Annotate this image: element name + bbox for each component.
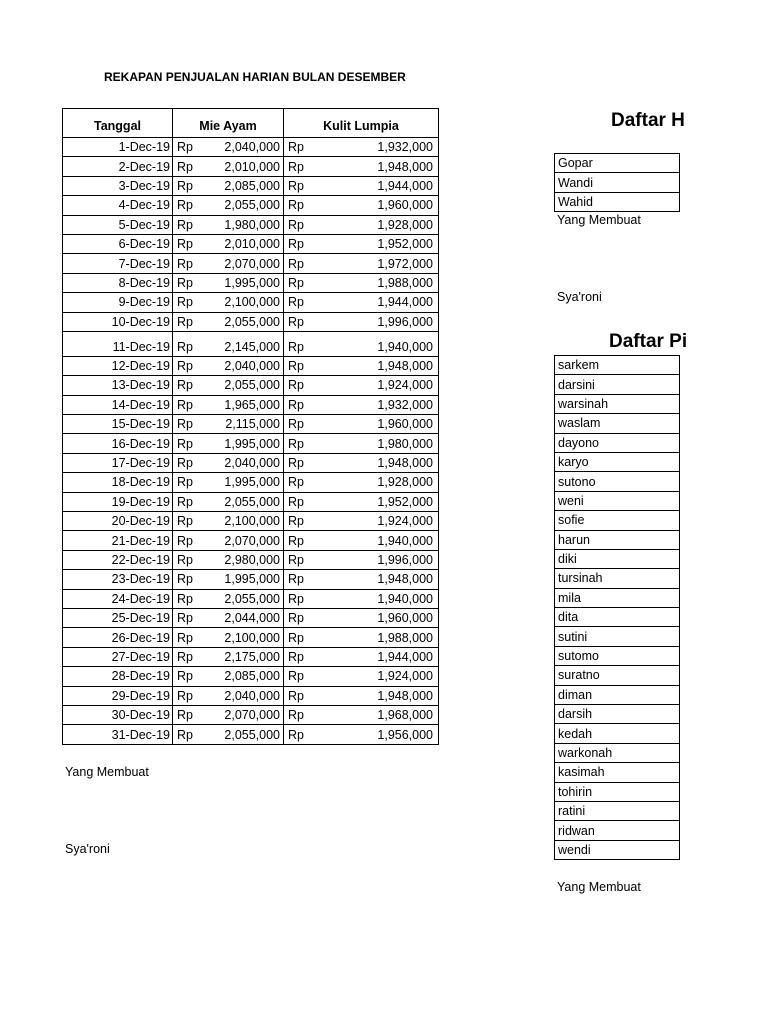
kulit-value-cell: 1,952,000 bbox=[333, 492, 439, 511]
mie-value-cell: 2,145,000 bbox=[220, 331, 284, 356]
mie-value-cell: 2,055,000 bbox=[220, 589, 284, 608]
mie-currency-cell: Rp bbox=[173, 647, 221, 666]
kulit-value-cell: 1,996,000 bbox=[333, 550, 439, 569]
date-cell: 1-Dec-19 bbox=[63, 138, 173, 157]
list-item bbox=[555, 530, 680, 549]
table-row bbox=[63, 138, 439, 157]
table-row bbox=[63, 273, 439, 292]
table-row bbox=[63, 550, 439, 569]
kulit-value-cell: 1,924,000 bbox=[333, 667, 439, 686]
mie-value-cell: 2,980,000 bbox=[220, 550, 284, 569]
kulit-currency-cell: Rp bbox=[284, 138, 334, 157]
mie-value-cell: 2,085,000 bbox=[220, 667, 284, 686]
name-cell: Gopar bbox=[555, 154, 680, 173]
mie-value-cell: 1,995,000 bbox=[220, 570, 284, 589]
list-item bbox=[555, 588, 680, 607]
kulit-value-cell: 1,996,000 bbox=[333, 312, 439, 331]
mie-value-cell: 2,100,000 bbox=[220, 512, 284, 531]
list-item bbox=[555, 549, 680, 568]
mie-value-cell: 2,100,000 bbox=[220, 628, 284, 647]
name-cell: Wahid bbox=[555, 192, 680, 211]
list-item bbox=[555, 414, 680, 433]
mie-value-cell: 2,085,000 bbox=[220, 176, 284, 195]
mie-currency-cell: Rp bbox=[173, 453, 221, 472]
date-cell: 16-Dec-19 bbox=[63, 434, 173, 453]
kulit-currency-cell: Rp bbox=[284, 608, 334, 627]
kulit-currency-cell: Rp bbox=[284, 415, 334, 434]
list-item bbox=[555, 472, 680, 491]
mie-currency-cell: Rp bbox=[173, 157, 221, 176]
kulit-currency-cell: Rp bbox=[284, 331, 334, 356]
date-cell: 6-Dec-19 bbox=[63, 234, 173, 253]
name-cell: darsih bbox=[555, 705, 680, 724]
name-cell: sutono bbox=[555, 472, 680, 491]
kulit-currency-cell: Rp bbox=[284, 273, 334, 292]
table-row bbox=[63, 473, 439, 492]
name-cell: ratini bbox=[555, 801, 680, 820]
name-cell: tohirin bbox=[555, 782, 680, 801]
name-cell: kasimah bbox=[555, 763, 680, 782]
mie-value-cell: 2,040,000 bbox=[220, 356, 284, 375]
mie-currency-cell: Rp bbox=[173, 273, 221, 292]
mie-currency-cell: Rp bbox=[173, 356, 221, 375]
mie-value-cell: 2,100,000 bbox=[220, 293, 284, 312]
table-row bbox=[63, 312, 439, 331]
mie-value-cell: 1,995,000 bbox=[220, 273, 284, 292]
table-row bbox=[63, 215, 439, 234]
kulit-currency-cell: Rp bbox=[284, 196, 334, 215]
date-cell: 29-Dec-19 bbox=[63, 686, 173, 705]
name-cell: warkonah bbox=[555, 743, 680, 762]
date-cell: 19-Dec-19 bbox=[63, 492, 173, 511]
kulit-currency-cell: Rp bbox=[284, 725, 334, 744]
table-row bbox=[63, 293, 439, 312]
kulit-value-cell: 1,972,000 bbox=[333, 254, 439, 273]
header-mie-ayam: Mie Ayam bbox=[173, 109, 284, 138]
kulit-currency-cell: Rp bbox=[284, 705, 334, 724]
table-row bbox=[63, 434, 439, 453]
date-cell: 24-Dec-19 bbox=[63, 589, 173, 608]
kulit-value-cell: 1,924,000 bbox=[333, 376, 439, 395]
mie-value-cell: 2,044,000 bbox=[220, 608, 284, 627]
name-cell: kedah bbox=[555, 724, 680, 743]
name-cell: wendi bbox=[555, 840, 680, 859]
table-row bbox=[63, 686, 439, 705]
date-cell: 27-Dec-19 bbox=[63, 647, 173, 666]
table-row bbox=[63, 608, 439, 627]
mie-value-cell: 2,055,000 bbox=[220, 725, 284, 744]
date-cell: 2-Dec-19 bbox=[63, 157, 173, 176]
kulit-value-cell: 1,944,000 bbox=[333, 176, 439, 195]
mie-value-cell: 2,010,000 bbox=[220, 234, 284, 253]
mie-currency-cell: Rp bbox=[173, 492, 221, 511]
list-item bbox=[555, 569, 680, 588]
date-cell: 26-Dec-19 bbox=[63, 628, 173, 647]
mie-value-cell: 1,995,000 bbox=[220, 473, 284, 492]
mie-value-cell: 2,010,000 bbox=[220, 157, 284, 176]
date-cell: 30-Dec-19 bbox=[63, 705, 173, 724]
name-cell: dita bbox=[555, 608, 680, 627]
kulit-value-cell: 1,952,000 bbox=[333, 234, 439, 253]
kulit-value-cell: 1,960,000 bbox=[333, 196, 439, 215]
name-cell: ridwan bbox=[555, 821, 680, 840]
mie-value-cell: 2,070,000 bbox=[220, 705, 284, 724]
table-row bbox=[63, 492, 439, 511]
mie-value-cell: 2,040,000 bbox=[220, 138, 284, 157]
date-cell: 4-Dec-19 bbox=[63, 196, 173, 215]
kulit-currency-cell: Rp bbox=[284, 376, 334, 395]
mie-currency-cell: Rp bbox=[173, 293, 221, 312]
mie-currency-cell: Rp bbox=[173, 570, 221, 589]
mie-value-cell: 2,115,000 bbox=[220, 415, 284, 434]
table-row bbox=[63, 176, 439, 195]
mie-currency-cell: Rp bbox=[173, 628, 221, 647]
table-row bbox=[63, 157, 439, 176]
sales-table bbox=[62, 108, 439, 745]
date-cell: 10-Dec-19 bbox=[63, 312, 173, 331]
kulit-currency-cell: Rp bbox=[284, 570, 334, 589]
kulit-currency-cell: Rp bbox=[284, 312, 334, 331]
table-row bbox=[63, 356, 439, 375]
list1-table bbox=[554, 153, 680, 212]
list-item bbox=[555, 154, 680, 173]
date-cell: 8-Dec-19 bbox=[63, 273, 173, 292]
table-row bbox=[63, 196, 439, 215]
mie-value-cell: 2,055,000 bbox=[220, 492, 284, 511]
name-cell: diki bbox=[555, 549, 680, 568]
list-item bbox=[555, 356, 680, 375]
date-cell: 3-Dec-19 bbox=[63, 176, 173, 195]
date-cell: 18-Dec-19 bbox=[63, 473, 173, 492]
mie-currency-cell: Rp bbox=[173, 176, 221, 195]
date-cell: 7-Dec-19 bbox=[63, 254, 173, 273]
table-row bbox=[63, 395, 439, 414]
mie-currency-cell: Rp bbox=[173, 254, 221, 273]
kulit-value-cell: 1,988,000 bbox=[333, 628, 439, 647]
kulit-currency-cell: Rp bbox=[284, 356, 334, 375]
mie-value-cell: 2,055,000 bbox=[220, 196, 284, 215]
kulit-currency-cell: Rp bbox=[284, 254, 334, 273]
kulit-currency-cell: Rp bbox=[284, 157, 334, 176]
kulit-currency-cell: Rp bbox=[284, 473, 334, 492]
list-item bbox=[555, 840, 680, 859]
table-row bbox=[63, 254, 439, 273]
kulit-value-cell: 1,944,000 bbox=[333, 293, 439, 312]
name-cell: weni bbox=[555, 491, 680, 510]
date-cell: 13-Dec-19 bbox=[63, 376, 173, 395]
name-cell: sutomo bbox=[555, 646, 680, 665]
date-cell: 14-Dec-19 bbox=[63, 395, 173, 414]
sales-signature-label: Yang Membuat bbox=[65, 765, 149, 779]
mie-currency-cell: Rp bbox=[173, 234, 221, 253]
table-row bbox=[63, 331, 439, 356]
sales-signature-name: Sya'roni bbox=[65, 842, 110, 856]
list-item bbox=[555, 801, 680, 820]
kulit-value-cell: 1,988,000 bbox=[333, 273, 439, 292]
table-row bbox=[63, 531, 439, 550]
mie-currency-cell: Rp bbox=[173, 667, 221, 686]
list-item bbox=[555, 743, 680, 762]
table-row bbox=[63, 234, 439, 253]
list1-signature-name: Sya'roni bbox=[557, 290, 602, 304]
name-cell: sofie bbox=[555, 511, 680, 530]
mie-currency-cell: Rp bbox=[173, 331, 221, 356]
mie-currency-cell: Rp bbox=[173, 415, 221, 434]
kulit-value-cell: 1,948,000 bbox=[333, 157, 439, 176]
date-cell: 31-Dec-19 bbox=[63, 725, 173, 744]
kulit-value-cell: 1,940,000 bbox=[333, 331, 439, 356]
kulit-value-cell: 1,924,000 bbox=[333, 512, 439, 531]
list2-signature-label: Yang Membuat bbox=[557, 880, 641, 894]
name-cell: waslam bbox=[555, 414, 680, 433]
name-cell: suratno bbox=[555, 666, 680, 685]
list-item bbox=[555, 763, 680, 782]
kulit-value-cell: 1,940,000 bbox=[333, 531, 439, 550]
mie-value-cell: 2,055,000 bbox=[220, 376, 284, 395]
kulit-currency-cell: Rp bbox=[284, 667, 334, 686]
list2-table bbox=[554, 355, 680, 860]
list-item bbox=[555, 433, 680, 452]
mie-currency-cell: Rp bbox=[173, 215, 221, 234]
list-item bbox=[555, 627, 680, 646]
list-item bbox=[555, 173, 680, 192]
mie-currency-cell: Rp bbox=[173, 434, 221, 453]
name-cell: harun bbox=[555, 530, 680, 549]
mie-currency-cell: Rp bbox=[173, 531, 221, 550]
kulit-value-cell: 1,932,000 bbox=[333, 138, 439, 157]
kulit-currency-cell: Rp bbox=[284, 434, 334, 453]
mie-currency-cell: Rp bbox=[173, 312, 221, 331]
mie-currency-cell: Rp bbox=[173, 686, 221, 705]
name-cell: diman bbox=[555, 685, 680, 704]
table-row bbox=[63, 453, 439, 472]
list2-title: Daftar Pi bbox=[609, 331, 688, 352]
list1-signature-label: Yang Membuat bbox=[557, 213, 641, 227]
name-cell: mila bbox=[555, 588, 680, 607]
list-item bbox=[555, 394, 680, 413]
date-cell: 21-Dec-19 bbox=[63, 531, 173, 550]
mie-value-cell: 1,965,000 bbox=[220, 395, 284, 414]
table-row bbox=[63, 512, 439, 531]
list-item bbox=[555, 491, 680, 510]
kulit-currency-cell: Rp bbox=[284, 628, 334, 647]
name-cell: warsinah bbox=[555, 394, 680, 413]
kulit-currency-cell: Rp bbox=[284, 492, 334, 511]
name-cell: sarkem bbox=[555, 356, 680, 375]
list-item bbox=[555, 375, 680, 394]
list1-title: Daftar H bbox=[611, 110, 685, 131]
header-kulit-lumpia: Kulit Lumpia bbox=[284, 109, 439, 138]
name-cell: karyo bbox=[555, 452, 680, 471]
name-cell: darsini bbox=[555, 375, 680, 394]
table-header-row bbox=[63, 109, 439, 138]
kulit-value-cell: 1,960,000 bbox=[333, 415, 439, 434]
list-item bbox=[555, 511, 680, 530]
list-item bbox=[555, 646, 680, 665]
date-cell: 23-Dec-19 bbox=[63, 570, 173, 589]
kulit-value-cell: 1,940,000 bbox=[333, 589, 439, 608]
table-row bbox=[63, 589, 439, 608]
kulit-currency-cell: Rp bbox=[284, 234, 334, 253]
mie-currency-cell: Rp bbox=[173, 550, 221, 569]
kulit-currency-cell: Rp bbox=[284, 531, 334, 550]
kulit-currency-cell: Rp bbox=[284, 215, 334, 234]
kulit-currency-cell: Rp bbox=[284, 453, 334, 472]
table-row bbox=[63, 415, 439, 434]
mie-value-cell: 1,995,000 bbox=[220, 434, 284, 453]
kulit-currency-cell: Rp bbox=[284, 647, 334, 666]
mie-currency-cell: Rp bbox=[173, 608, 221, 627]
name-cell: Wandi bbox=[555, 173, 680, 192]
mie-currency-cell: Rp bbox=[173, 473, 221, 492]
date-cell: 11-Dec-19 bbox=[63, 331, 173, 356]
mie-value-cell: 2,070,000 bbox=[220, 254, 284, 273]
name-cell: sutini bbox=[555, 627, 680, 646]
table-row bbox=[63, 376, 439, 395]
mie-currency-cell: Rp bbox=[173, 705, 221, 724]
mie-value-cell: 1,980,000 bbox=[220, 215, 284, 234]
mie-currency-cell: Rp bbox=[173, 512, 221, 531]
kulit-value-cell: 1,948,000 bbox=[333, 453, 439, 472]
kulit-value-cell: 1,968,000 bbox=[333, 705, 439, 724]
kulit-currency-cell: Rp bbox=[284, 589, 334, 608]
name-cell: tursinah bbox=[555, 569, 680, 588]
mie-currency-cell: Rp bbox=[173, 589, 221, 608]
mie-value-cell: 2,040,000 bbox=[220, 453, 284, 472]
list-item bbox=[555, 782, 680, 801]
kulit-value-cell: 1,956,000 bbox=[333, 725, 439, 744]
list-item bbox=[555, 452, 680, 471]
kulit-value-cell: 1,944,000 bbox=[333, 647, 439, 666]
table-row bbox=[63, 667, 439, 686]
kulit-value-cell: 1,932,000 bbox=[333, 395, 439, 414]
mie-currency-cell: Rp bbox=[173, 376, 221, 395]
table-row bbox=[63, 570, 439, 589]
sales-table-body bbox=[63, 138, 439, 745]
kulit-currency-cell: Rp bbox=[284, 176, 334, 195]
date-cell: 5-Dec-19 bbox=[63, 215, 173, 234]
date-cell: 28-Dec-19 bbox=[63, 667, 173, 686]
date-cell: 9-Dec-19 bbox=[63, 293, 173, 312]
kulit-value-cell: 1,948,000 bbox=[333, 356, 439, 375]
list-item bbox=[555, 821, 680, 840]
page-title: REKAPAN PENJUALAN HARIAN BULAN DESEMBER bbox=[104, 70, 406, 84]
kulit-value-cell: 1,948,000 bbox=[333, 570, 439, 589]
mie-value-cell: 2,040,000 bbox=[220, 686, 284, 705]
kulit-value-cell: 1,928,000 bbox=[333, 215, 439, 234]
date-cell: 22-Dec-19 bbox=[63, 550, 173, 569]
table-row bbox=[63, 725, 439, 744]
kulit-value-cell: 1,960,000 bbox=[333, 608, 439, 627]
kulit-value-cell: 1,948,000 bbox=[333, 686, 439, 705]
date-cell: 25-Dec-19 bbox=[63, 608, 173, 627]
mie-value-cell: 2,175,000 bbox=[220, 647, 284, 666]
mie-currency-cell: Rp bbox=[173, 196, 221, 215]
mie-value-cell: 2,070,000 bbox=[220, 531, 284, 550]
name-cell: dayono bbox=[555, 433, 680, 452]
list-item bbox=[555, 666, 680, 685]
list-item bbox=[555, 685, 680, 704]
kulit-currency-cell: Rp bbox=[284, 293, 334, 312]
table-row bbox=[63, 628, 439, 647]
kulit-currency-cell: Rp bbox=[284, 395, 334, 414]
table-row bbox=[63, 705, 439, 724]
kulit-currency-cell: Rp bbox=[284, 512, 334, 531]
mie-currency-cell: Rp bbox=[173, 138, 221, 157]
date-cell: 12-Dec-19 bbox=[63, 356, 173, 375]
mie-value-cell: 2,055,000 bbox=[220, 312, 284, 331]
date-cell: 20-Dec-19 bbox=[63, 512, 173, 531]
mie-currency-cell: Rp bbox=[173, 395, 221, 414]
date-cell: 17-Dec-19 bbox=[63, 453, 173, 472]
kulit-currency-cell: Rp bbox=[284, 686, 334, 705]
kulit-value-cell: 1,980,000 bbox=[333, 434, 439, 453]
table-row bbox=[63, 647, 439, 666]
date-cell: 15-Dec-19 bbox=[63, 415, 173, 434]
list-item bbox=[555, 724, 680, 743]
list-item bbox=[555, 192, 680, 211]
kulit-value-cell: 1,928,000 bbox=[333, 473, 439, 492]
header-date: Tanggal bbox=[63, 109, 173, 138]
mie-currency-cell: Rp bbox=[173, 725, 221, 744]
list-item bbox=[555, 608, 680, 627]
list-item bbox=[555, 705, 680, 724]
kulit-currency-cell: Rp bbox=[284, 550, 334, 569]
